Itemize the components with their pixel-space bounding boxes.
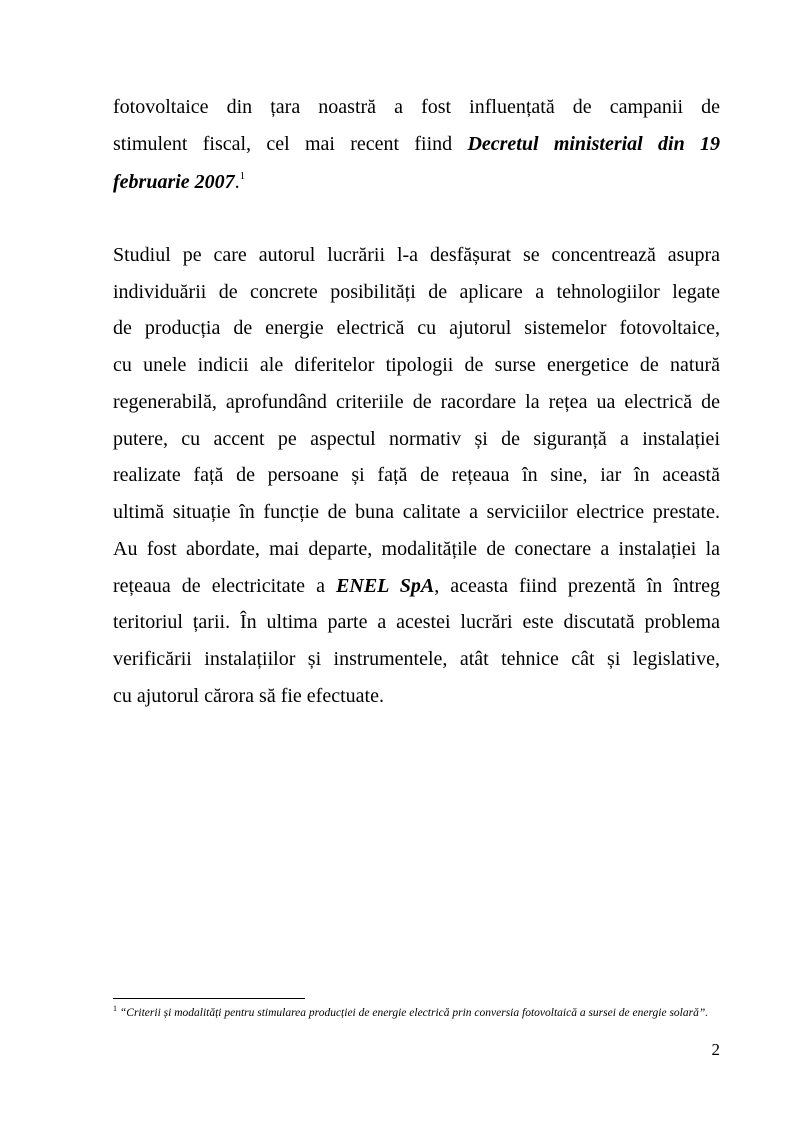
body-text-line: cu unele indicii ale diferitelor tipologii de surse energetice de natură — [113, 354, 720, 376]
emphasized-decree-title: Decretul ministerial din 19 — [467, 133, 720, 155]
body-text-line: teritoriul țarii. În ultima parte a acestei lucrări este discutată problema — [113, 611, 720, 633]
emphasized-company-name: ENEL SpA — [336, 575, 435, 597]
body-text-line: regenerabilă, aprofundând criteriile de racordare la rețea ua electrică de — [113, 391, 720, 413]
body-text-segment: , aceasta fiind prezentă în întreg — [434, 575, 720, 597]
footnote — [113, 1005, 723, 1022]
body-text-segment: stimulent fiscal, cel mai recent fiind — [113, 133, 468, 155]
footnote-separator — [113, 998, 305, 999]
body-text-line: fotovoltaice din țara noastră a fost influențată de campanii de — [113, 96, 720, 118]
body-text-segment: . — [234, 171, 240, 193]
body-text-line: Au fost abordate, mai departe, modalitățile de conectare a instalației la — [113, 538, 720, 560]
body-text-line: putere, cu accent pe aspectul normativ și de siguranță a instalației — [113, 428, 720, 450]
page-number: 2 — [711, 1040, 720, 1059]
body-text-line: individuării de concrete posibilități de aplicare a tehnologiilor legate — [113, 281, 720, 303]
footnote-reference[interactable]: 1 — [239, 170, 246, 182]
emphasized-decree-date: februarie 2007 — [113, 171, 235, 193]
body-text-line — [113, 132, 720, 156]
body-text-line: de producția de energie electrică cu ajutorul sistemelor fotovoltaice, — [113, 317, 720, 339]
body-text-line: Studiul pe care autorul lucrării l-a desfășurat se concentrează asupra — [113, 244, 720, 266]
body-text-line: verificării instalațiilor și instrumentele, atât tehnice cât și legislative, — [113, 648, 720, 670]
footnote-number: 1 — [113, 1004, 117, 1013]
footnote-text: “Criterii și modalități pentru stimularea producției de energie electrică prin conversia fotovoltaică a sursei de energie solară”. — [117, 1007, 709, 1019]
body-text-line: cu ajutorul cărora să fie efectuate. — [113, 685, 384, 707]
body-text-line — [113, 170, 245, 194]
body-text-line: realizate față de persoane și față de rețeaua în sine, iar în această — [113, 464, 720, 486]
body-text-line: ultimă situație în funcție de buna calitate a serviciilor electrice prestate. — [113, 501, 720, 523]
body-text-line — [113, 574, 720, 598]
body-text-segment: rețeaua de electricitate a — [113, 575, 337, 597]
